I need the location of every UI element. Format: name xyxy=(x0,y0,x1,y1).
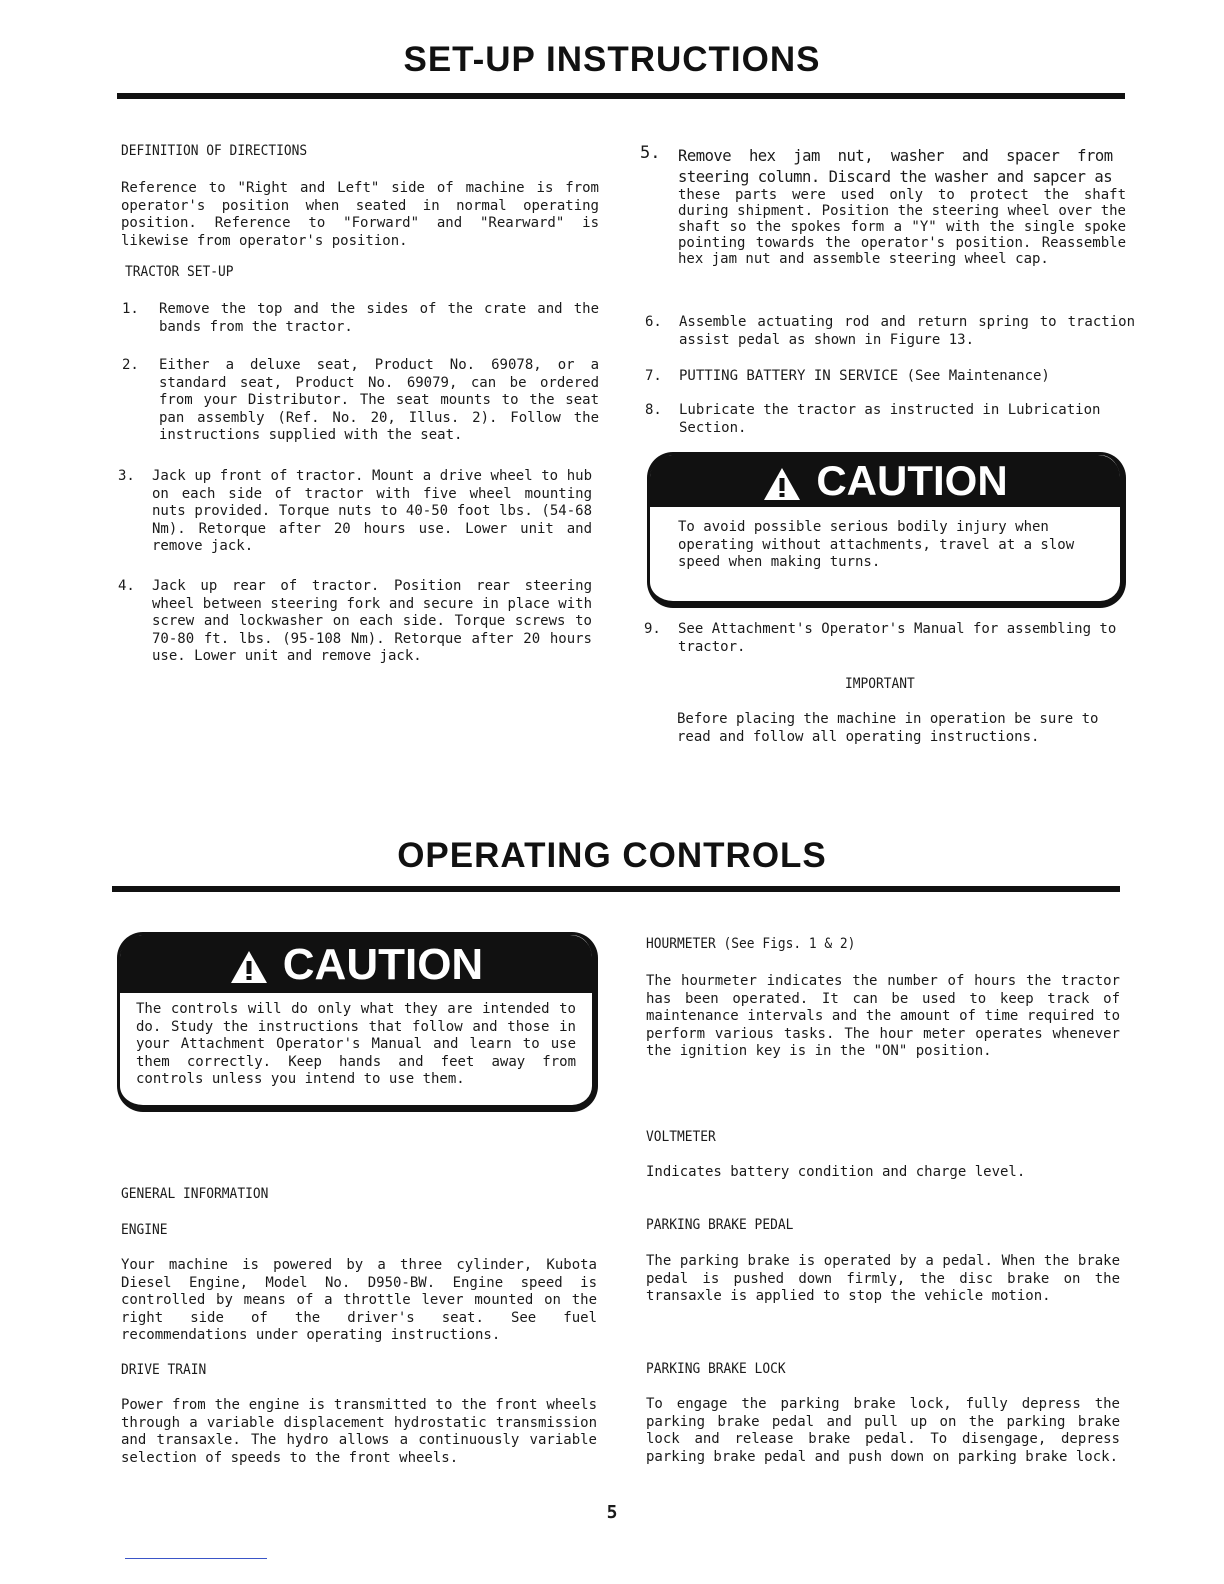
setup-title-rule xyxy=(117,93,1125,99)
caution-text: To avoid possible serious bodily injury when operating without attachments, travel at a slow speed when making turns. xyxy=(678,519,1075,570)
tractor-setup-heading: TRACTOR SET-UP xyxy=(125,264,234,280)
step5-text: these parts were used only to protect the shaft during shipment. Position the steering wheel over the shaft so the spokes form a "Y" with the single spoke pointing towards the operator's position. Reassemble hex jam nut and assemble steering wheel cap. xyxy=(678,187,1126,267)
setup-step-7 xyxy=(645,368,1135,388)
setup-step-3 xyxy=(118,468,596,560)
setup-step-6 xyxy=(645,314,1135,354)
step-text: Assemble actuating rod and return spring to traction assist pedal as shown in Figure 13. xyxy=(679,314,1135,348)
caution-box-setup xyxy=(647,452,1126,608)
setup-title: SET-UP INSTRUCTIONS xyxy=(403,40,821,79)
warning-triangle-icon xyxy=(762,466,802,502)
caution-label: CAUTION xyxy=(282,940,484,989)
warning-triangle-icon xyxy=(229,949,269,985)
step5-handwritten-text: Remove hex jam nut, washer and spacer from steering column. Discard the washer and sapcer as xyxy=(678,146,1113,186)
definition-heading: DEFINITION OF DIRECTIONS xyxy=(121,143,308,159)
important-heading: IMPORTANT xyxy=(845,676,915,692)
parking-brake-pedal-heading: PARKING BRAKE PEDAL xyxy=(646,1217,794,1233)
caution-box-operating xyxy=(117,932,598,1112)
voltmeter-heading: VOLTMETER xyxy=(646,1129,716,1145)
step-text: See Attachment's Operator's Manual for assembling to tractor. xyxy=(678,621,1117,655)
page-number: 5 xyxy=(606,1502,618,1523)
parking-brake-lock-text: To engage the parking brake lock, fully depress the parking brake pedal and pull up on the parking brake lock and release brake pedal. To disengage, depress parking brake pedal and push down on parking brake lock. xyxy=(646,1396,1120,1465)
operating-title: OPERATING CONTROLS xyxy=(397,836,827,875)
definition-text: Reference to "Right and Left" side of machine is from operator's position when seated in normal operating position. Reference to "Forward" and "Rearward" is likewise from operator's position. xyxy=(121,180,599,249)
step-number: 2. xyxy=(122,357,139,373)
parking-brake-lock-heading: PARKING BRAKE LOCK xyxy=(646,1361,786,1377)
setup-step-2 xyxy=(122,357,600,447)
scan-line-artifact xyxy=(125,1558,267,1559)
step-number: 7. xyxy=(645,368,662,384)
engine-heading: ENGINE xyxy=(121,1222,168,1238)
caution-header xyxy=(650,455,1120,507)
caution-label: CAUTION xyxy=(816,457,1008,504)
step-number: 1. xyxy=(122,301,139,317)
setup-step-1 xyxy=(122,301,600,341)
step-number: 6. xyxy=(645,314,662,330)
general-information-heading: GENERAL INFORMATION xyxy=(121,1186,269,1202)
voltmeter-text: Indicates battery condition and charge level. xyxy=(646,1164,1026,1180)
operating-title-rule xyxy=(112,886,1120,892)
setup-step-4 xyxy=(118,578,596,670)
drive-train-heading: DRIVE TRAIN xyxy=(121,1362,207,1378)
step-text: Either a deluxe seat, Product No. 69078, or a standard seat, Product No. 69079, can be ordered from your Distributor. The seat mounts to the seat pan assembly (Ref. No. 20, Illus. 2). Follow the instructions supplied with the seat. xyxy=(159,357,599,443)
setup-step-5 xyxy=(640,145,1130,295)
step-text: Jack up rear of tractor. Position rear steering wheel between steering fork and secure in place with screw and lockwasher on each side. Torque screws to 70-80 ft. lbs. (95-108 Nm). Retorque after 20 hours use. Lower unit and remove jack. xyxy=(152,578,592,664)
step-text: Jack up front of tractor. Mount a drive wheel to hub on each side of tractor with five wheel mounting nuts provided. Torque nuts to 40-50 foot lbs. (54-68 Nm). Retorque after 20 hours use. Lower unit and remove jack. xyxy=(152,468,592,554)
step-text: Lubricate the tractor as instructed in Lubrication Section. xyxy=(679,402,1101,436)
step-number: 3. xyxy=(118,468,135,484)
step-text: Remove the top and the sides of the crate and the bands from the tractor. xyxy=(159,301,599,335)
caution-text: The controls will do only what they are intended to do. Study the instructions that follow and those in your Attachment Operator's Manual and learn to use them correctly. Keep hands and feet away from controls unless you intend to use them. xyxy=(136,1001,576,1087)
parking-brake-pedal-text: The parking brake is operated by a pedal. When the brake pedal is pushed down firmly, the disc brake on the transaxle is applied to stop the vehicle motion. xyxy=(646,1253,1120,1304)
step-number: 8. xyxy=(645,402,662,418)
setup-step-9 xyxy=(644,621,1134,661)
caution-header xyxy=(120,935,592,993)
important-text: Before placing the machine in operation be sure to read and follow all operating instructions. xyxy=(677,711,1099,745)
hourmeter-heading: HOURMETER (See Figs. 1 & 2) xyxy=(646,936,856,952)
drive-train-text: Power from the engine is transmitted to the front wheels through a variable displacement hydrostatic transmission and transaxle. The hydro allows a continuously variable selection of speeds to the front wheels. xyxy=(121,1397,597,1466)
step-number: 4. xyxy=(118,578,135,594)
engine-text: Your machine is powered by a three cylinder, Kubota Diesel Engine, Model No. D950-BW. Engine speed is controlled by means of a throttle lever mounted on the right side of the driver's seat. See fuel recommendations under operating instructions. xyxy=(121,1257,597,1343)
step-number: 9. xyxy=(644,621,661,637)
setup-step-8 xyxy=(645,402,1135,442)
step-number: 5. xyxy=(640,143,661,163)
step-text: PUTTING BATTERY IN SERVICE (See Maintenance) xyxy=(679,368,1050,384)
hourmeter-text: The hourmeter indicates the number of hours the tractor has been operated. It can be used to keep track of maintenance intervals and the amount of time required to perform various tasks. The hour meter operates whenever the ignition key is in the "ON" position. xyxy=(646,973,1120,1059)
